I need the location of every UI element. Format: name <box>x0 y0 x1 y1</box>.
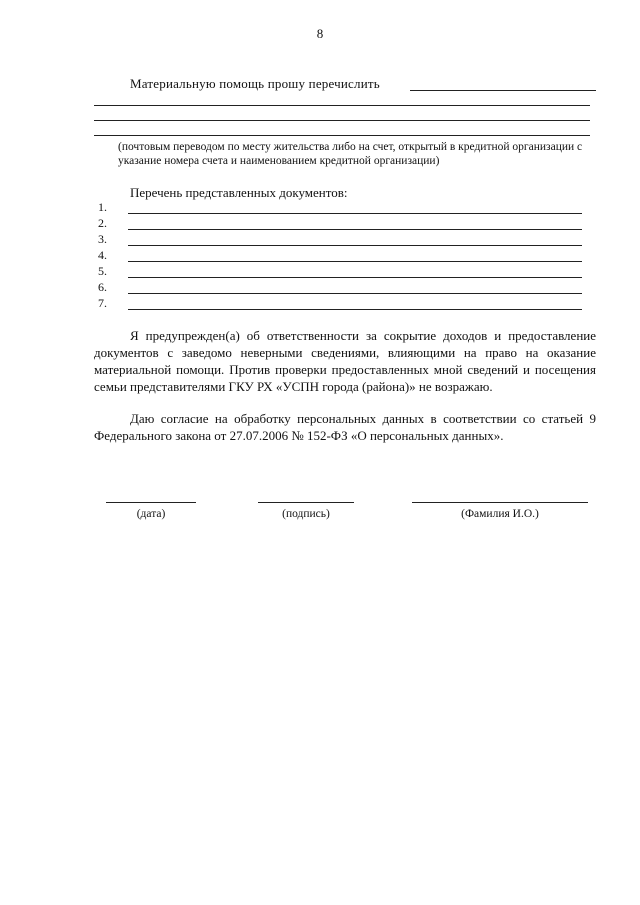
payment-method-field-line-2[interactable] <box>94 105 590 106</box>
date-label: (дата) <box>136 508 166 520</box>
list-item-number: 3. <box>98 232 107 246</box>
document-field-2[interactable] <box>128 229 582 230</box>
list-item-number: 7. <box>98 296 107 310</box>
document-field-7[interactable] <box>128 309 582 310</box>
full-name-label: (Фамилия И.О.) <box>461 508 539 520</box>
documents-list-title: Перечень представленных документов: <box>130 185 348 200</box>
document-field-4[interactable] <box>128 261 582 262</box>
signature-label: (подпись) <box>282 508 330 520</box>
list-item-number: 2. <box>98 216 107 230</box>
payment-method-field-line-4[interactable] <box>94 135 590 136</box>
payment-method-field-line-3[interactable] <box>94 120 590 121</box>
payment-method-field[interactable] <box>410 90 596 91</box>
warning-paragraph <box>94 327 596 395</box>
full-name-field[interactable] <box>412 502 588 503</box>
document-field-3[interactable] <box>128 245 582 246</box>
list-item-number: 4. <box>98 248 107 262</box>
payment-note: (почтовым переводом по месту жительства либо на счет, открытый в кредитной организации с указание номера счета и наименованием кредитной организации) <box>118 141 583 167</box>
page-number: 8 <box>316 26 324 41</box>
list-item-number: 6. <box>98 280 107 294</box>
signature-field[interactable] <box>258 502 354 503</box>
document-field-1[interactable] <box>128 213 582 214</box>
warning-text: Я предупрежден(а) об ответственности за сокрытие доходов и предоставление документов с заведомо неверными сведениями, влияющими на право на оказание материальной помощи. Против проверки предоставленных мной сведений и посещения семьи представителями ГКУ РХ «УСПН города (района)» не возражаю. <box>94 328 596 394</box>
date-field[interactable] <box>106 502 196 503</box>
payment-request-label: Материальную помощь прошу перечислить <box>130 76 380 91</box>
consent-paragraph <box>94 410 596 444</box>
document-field-5[interactable] <box>128 277 582 278</box>
list-item-number: 1. <box>98 200 107 214</box>
document-field-6[interactable] <box>128 293 582 294</box>
consent-text: Даю согласие на обработку персональных данных в соответствии со статьей 9 Федерального закона от 27.07.2006 № 152-ФЗ «О персональных данных». <box>94 411 596 443</box>
list-item-number: 5. <box>98 264 107 278</box>
